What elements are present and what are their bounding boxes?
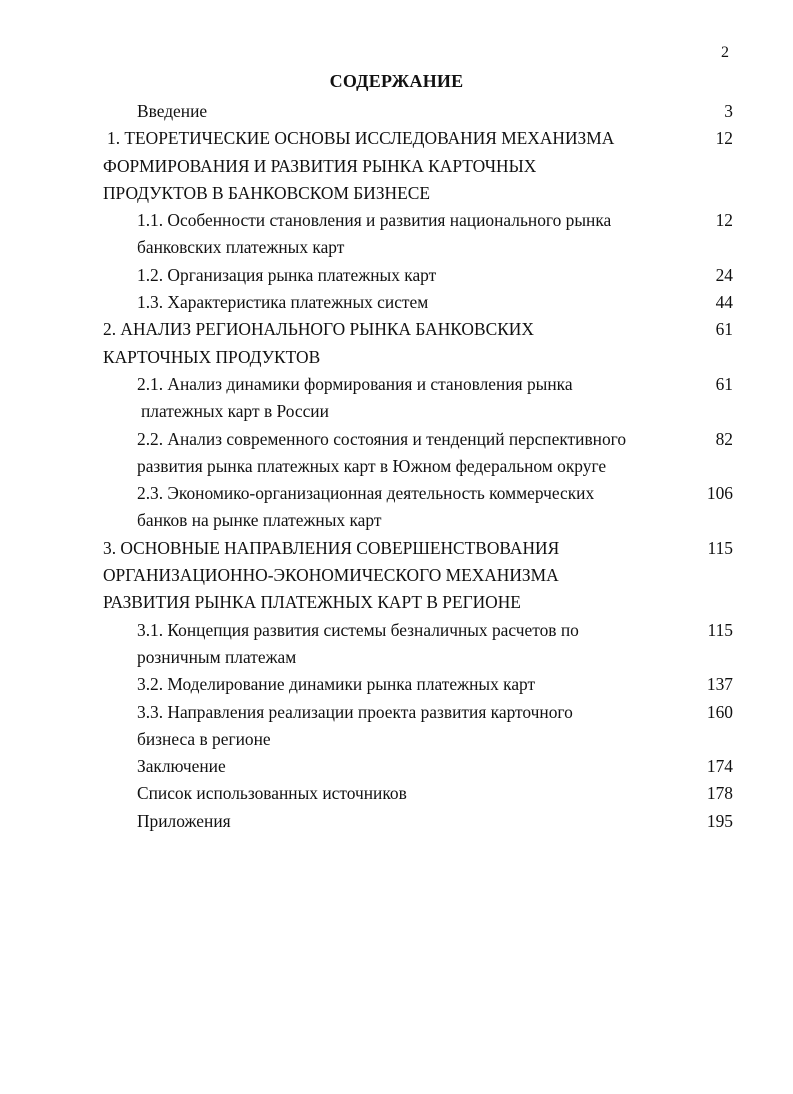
toc-entry [103,808,733,835]
toc-entry-line: Список использованных источников [137,783,407,804]
toc-entry-title [103,808,681,835]
toc-entry-line: РАЗВИТИЯ РЫНКА ПЛАТЕЖНЫХ КАРТ В РЕГИОНЕ [103,592,521,613]
toc-entry-title [103,480,681,535]
table-of-contents [103,98,733,835]
toc-entry-line: ПРОДУКТОВ В БАНКОВСКОМ БИЗНЕСЕ [103,182,430,203]
toc-entry-page: 61 [715,373,733,394]
toc-entry-title [103,125,681,207]
toc-entry-page: 106 [706,483,733,504]
toc-entry-title [103,671,681,698]
toc-entry-line: Введение [137,101,208,121]
toc-entry-line: банков на рынке платежных карт [137,510,382,531]
toc-entry [103,535,733,617]
toc-entry [103,98,733,125]
toc-entry [103,480,733,535]
toc-entry-title [103,316,681,371]
toc-entry-line: 3.1. Концепция развития системы безналичных расчетов по [137,619,579,640]
toc-entry-line: 3.3. Направления реализации проекта развития карточного [137,701,573,722]
toc-entry-title [103,780,681,807]
toc-entry [103,316,733,371]
toc-entry-page: 12 [715,210,733,231]
page-number: 2 [721,44,729,61]
toc-entry-line: 2.2. Анализ современного состояния и тенденций перспективного [137,428,627,449]
toc-entry-line: ФОРМИРОВАНИЯ И РАЗВИТИЯ РЫНКА КАРТОЧНЫХ [103,155,537,176]
toc-entry-title [103,699,681,754]
toc-entry-title [103,617,681,672]
toc-entry-line: банковских платежных карт [137,237,345,258]
toc-entry [103,753,733,780]
toc-entry-title [103,98,681,125]
toc-entry-line: 2.1. Анализ динамики формирования и становления рынка [137,373,573,394]
toc-entry-line: розничным платежам [137,646,297,667]
toc-entry-page: 61 [715,319,733,340]
toc-entry [103,125,733,207]
toc-entry-page: 178 [706,783,733,804]
toc-entry-line: 2. АНАЛИЗ РЕГИОНАЛЬНОГО РЫНКА БАНКОВСКИХ [103,319,534,340]
toc-entry-page: 12 [715,128,733,149]
toc-entry-line: 3.2. Моделирование динамики рынка платежных карт [137,674,536,695]
toc-entry [103,262,733,289]
toc-entry-title [103,207,681,262]
toc-entry [103,671,733,698]
toc-entry-page: 82 [715,428,733,449]
toc-entry-page: 24 [715,264,733,285]
toc-entry [103,426,733,481]
toc-entry-line: 1.2. Организация рынка платежных карт [137,264,437,285]
toc-entry-title [103,753,681,780]
toc-entry-line: ОРГАНИЗАЦИОННО-ЭКОНОМИЧЕСКОГО МЕХАНИЗМА [103,565,559,586]
toc-entry-title [103,262,681,289]
toc-entry [103,289,733,316]
toc-entry-line: 3. ОСНОВНЫЕ НАПРАВЛЕНИЯ СОВЕРШЕНСТВОВАНИЯ [103,537,560,558]
toc-entry [103,207,733,262]
toc-entry-line: 1. ТЕОРЕТИЧЕСКИЕ ОСНОВЫ ИССЛЕДОВАНИЯ МЕХАНИЗМА [107,128,615,149]
toc-entry-line: платежных карт в России [141,401,329,422]
toc-entry [103,780,733,807]
toc-entry-line: 1.3. Характеристика платежных систем [137,292,429,313]
toc-entry-line: Приложения [137,810,231,831]
toc-entry-title [103,426,681,481]
toc-entry-title [103,289,681,316]
toc-entry-title [103,535,681,617]
toc-entry-page: 160 [706,701,733,722]
toc-entry-title [103,371,681,426]
toc-entry-page: 115 [707,619,733,640]
toc-entry-page: 195 [706,810,733,831]
toc-entry-line: 2.3. Экономико-организационная деятельность коммерческих [137,483,595,504]
toc-entry-page: 3 [724,101,733,121]
toc-entry-page: 115 [707,537,733,558]
toc-entry-line: бизнеса в регионе [137,728,271,749]
page-title: СОДЕРЖАНИЕ [329,71,464,91]
toc-entry [103,617,733,672]
toc-entry-line: КАРТОЧНЫХ ПРОДУКТОВ [103,346,321,367]
toc-entry-page: 137 [706,674,733,695]
toc-entry-page: 174 [706,756,733,777]
toc-entry-line: развития рынка платежных карт в Южном федеральном округе [137,455,607,476]
toc-entry-line: 1.1. Особенности становления и развития национального рынка [137,210,612,231]
toc-entry [103,371,733,426]
toc-entry-line: Заключение [137,756,226,777]
toc-entry-page: 44 [715,292,733,313]
toc-entry [103,699,733,754]
